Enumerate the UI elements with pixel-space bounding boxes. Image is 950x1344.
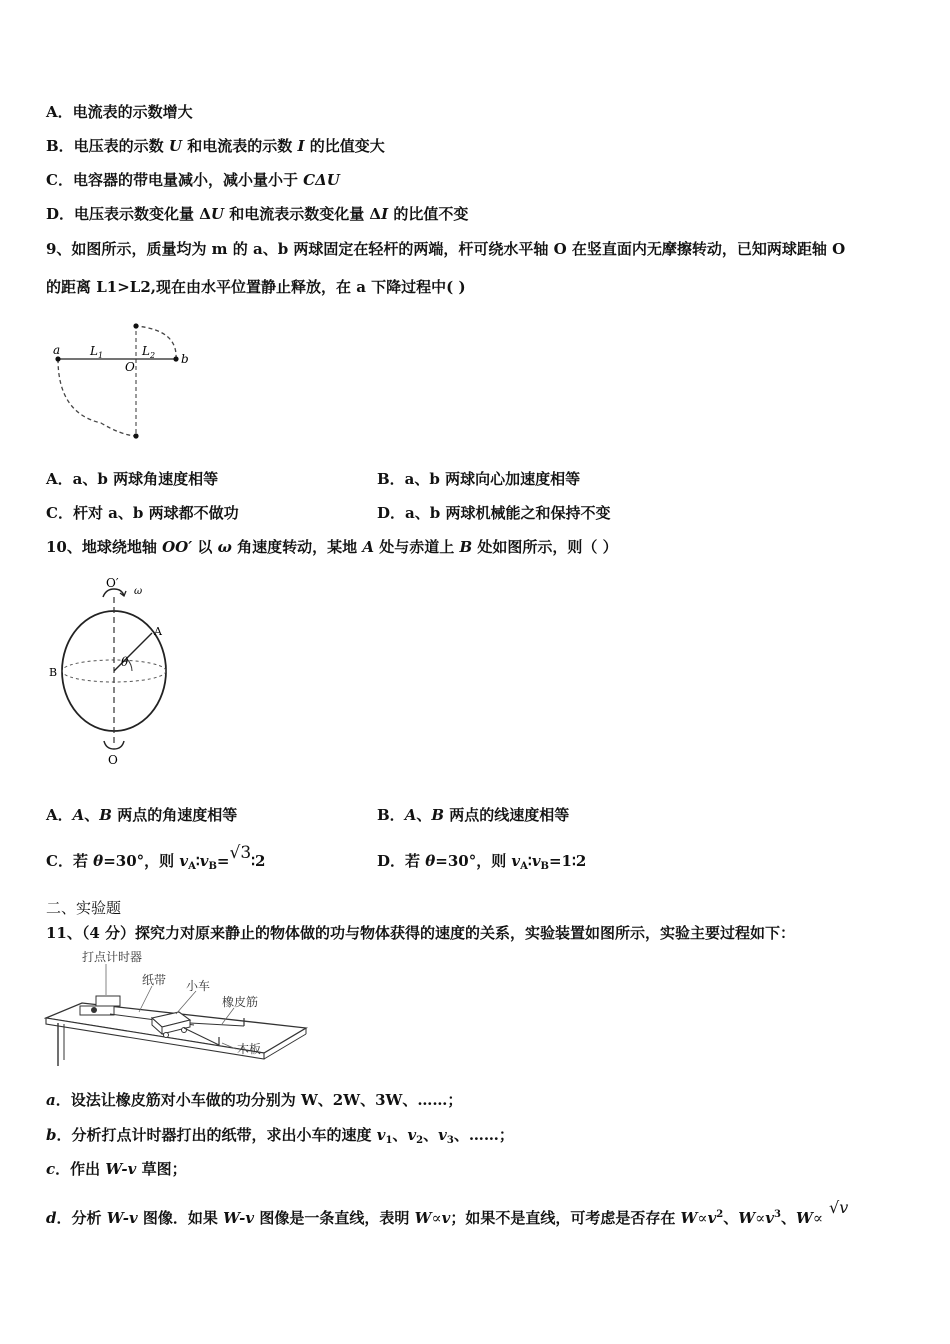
q11-b-v1: v (376, 1126, 386, 1144)
q10-a-A: A (72, 806, 85, 824)
q10-a-B: B (99, 806, 112, 824)
ball-b (173, 356, 178, 361)
q9-option-d: D．a、b 两球机械能之和保持不变 (377, 504, 611, 522)
q10-stem-mid1: 以 (192, 538, 218, 556)
q11-a-label: a (46, 1091, 56, 1109)
q8-b-u: U (168, 137, 182, 155)
q8-option-b (46, 136, 385, 156)
q11-b-sub1: 1 (385, 1135, 393, 1146)
q10-stem-post: 处如图所示，则（ ） (472, 538, 618, 556)
q10-d-theta: θ (425, 852, 436, 870)
label-o: O (125, 360, 135, 374)
q9-rod-figure (46, 318, 196, 443)
q10-d-v: v (511, 852, 521, 870)
q11-a-text: ．设法让橡皮筋对小车做的功分别为 W、2W、3W、……； (55, 1091, 463, 1109)
q10-d-pre: D．若 (377, 852, 426, 870)
q10-d-v2: v (531, 852, 541, 870)
q11-b-v3: v (438, 1126, 447, 1144)
leader-cart (176, 991, 196, 1014)
q10-c-sqrt3: √3 (229, 843, 252, 863)
q11-d-text3: 图像是一条直线，表明 (254, 1209, 415, 1227)
q11-step-d (46, 1198, 849, 1228)
q11-d-w4: W (795, 1209, 813, 1227)
q11-d-text1: ．分析 (56, 1209, 107, 1227)
q10-c-v: v (179, 852, 189, 870)
timer-body (96, 996, 120, 1006)
q11-b-sub2: 2 (416, 1135, 424, 1146)
q8-b-mid: 和电流表的示数 (182, 137, 298, 155)
q10-a-pre: A． (46, 806, 73, 824)
q11-d-sup3: 3 (774, 1209, 781, 1220)
q8-option-a: A．电流表的示数增大 (46, 103, 193, 121)
q8-b-i: I (297, 137, 305, 155)
q8-d-post: 的比值不变 (388, 205, 469, 223)
q11-b-label: b (46, 1126, 57, 1144)
q11-d-wv: W-v (106, 1209, 138, 1227)
ball-a (55, 356, 60, 361)
q11-stem: 11、（4 分）探究力对原来静止的物体做的功与物体获得的速度的关系，实验装置如图所示，实验主要过程如下： (46, 924, 796, 942)
q11-b-sep2: 、 (423, 1126, 439, 1144)
q10-b-sep: 、 (416, 806, 432, 824)
q11-b-text: ．分析打点计时器打出的纸带，求出小车的速度 (56, 1126, 377, 1144)
q10-d-sub-b: B (540, 861, 549, 872)
q9-option-c: C．杆对 a、b 两球都不做功 (46, 504, 239, 522)
q10-c-pre: C．若 (46, 852, 94, 870)
q11-d-text2: 图像．如果 (137, 1209, 224, 1227)
label-a: a (53, 343, 61, 357)
label-a: A (154, 625, 162, 638)
q11-d-sep2: 、 (780, 1209, 796, 1227)
q11-d-sqrt-v: √v (829, 1198, 849, 1217)
label-l2: $L_2$ (142, 344, 156, 360)
q11-d-label: d (46, 1209, 57, 1227)
label-b: b (181, 352, 189, 366)
q11-step-a (46, 1090, 462, 1110)
label-board: 木板 (237, 1042, 262, 1056)
q8-d-u: U (210, 205, 224, 223)
q11-d-w1: W (414, 1209, 432, 1227)
q11-d-w2: W (680, 1209, 698, 1227)
label-l1: $L_1$ (90, 344, 104, 360)
cart-wheel-1 (164, 1033, 169, 1038)
timer-pin (91, 1007, 97, 1013)
q8-d-i: I (381, 205, 389, 223)
q11-d-text4: ；如果不是直线，可考虑是否存在 (450, 1209, 681, 1227)
q10-b-post: 两点的线速度相等 (444, 806, 570, 824)
label-o: O (108, 753, 118, 767)
q10-point-b: B (459, 538, 473, 556)
label-o-prime: O′ (106, 576, 119, 590)
q10-c-post: ∶2 (251, 852, 266, 870)
q9-option-b: B．a、b 两球向心加速度相等 (377, 470, 581, 488)
q10-c-colon: ∶ (195, 852, 200, 870)
q11-c-end: 草图； (136, 1160, 187, 1178)
q10-d-eq: =30°，则 (435, 852, 512, 870)
leader-tape (139, 986, 152, 1012)
q10-b-B: B (431, 806, 445, 824)
label-tape: 纸带 (142, 973, 167, 987)
q8-b-post: 的比值变大 (304, 137, 385, 155)
q11-d-wv2: W-v (223, 1209, 255, 1227)
ball-a-bottom (133, 433, 138, 438)
q10-a-sep: 、 (84, 806, 100, 824)
q11-d-v1: v (441, 1209, 451, 1227)
q10-b-A: A (404, 806, 417, 824)
q11-d-w3: W (738, 1209, 756, 1227)
q8-d-text: D．电压表示数变化量 Δ (46, 205, 211, 223)
q11-b-end: 、……； (453, 1126, 514, 1144)
q11-step-c (46, 1159, 187, 1179)
q10-b-pre: B． (377, 806, 405, 824)
q11-d-sup2: 2 (716, 1209, 724, 1220)
q11-step-b (46, 1125, 514, 1151)
q9-stem-line2: 的距离 L1>L2,现在由水平位置静止释放，在 a 下降过程中( ) (46, 278, 466, 296)
q8-option-d (46, 204, 468, 224)
label-b: B (49, 666, 58, 679)
q11-d-prop1: ∝ (431, 1209, 442, 1227)
q11-d-prop3: ∝ (755, 1209, 766, 1227)
q11-b-sub3: 3 (446, 1135, 454, 1146)
q11-d-prop4: ∝ (812, 1209, 823, 1227)
label-cart: 小车 (186, 979, 211, 993)
q10-earth-figure (46, 575, 186, 770)
q10-c-sub-a: A (188, 861, 196, 872)
label-timer: 打点计时器 (82, 950, 143, 964)
q10-omega: ω (217, 538, 232, 556)
q10-point-a: A (362, 538, 375, 556)
q10-stem-pre: 10、地球绕地轴 (46, 538, 163, 556)
q10-stem (46, 537, 618, 557)
timer-base (80, 1006, 114, 1015)
radius-to-a (114, 633, 152, 671)
q10-d-sub-a: A (520, 861, 528, 872)
q11-c-wv: W-v (105, 1160, 137, 1178)
q10-stem-mid3: 处与赤道上 (374, 538, 460, 556)
label-omega: ω (134, 586, 143, 597)
section-heading: 二、实验题 (46, 899, 122, 917)
q10-d-colon: ∶ (527, 852, 532, 870)
q11-d-prop2: ∝ (697, 1209, 708, 1227)
q8-c-text: C．电容器的带电量减小，减小量小于 (46, 171, 304, 189)
q10-axis: OO′ (162, 538, 193, 556)
q11-c-label: c (46, 1160, 56, 1178)
q8-b-text: B．电压表的示数 (46, 137, 169, 155)
q9-option-a: A．a、b 两球角速度相等 (46, 470, 219, 488)
label-theta: θ (121, 655, 129, 669)
q10-option-a (46, 805, 237, 825)
q11-apparatus-figure (44, 948, 314, 1073)
q8-d-mid: 和电流表示数变化量 Δ (223, 205, 382, 223)
q9-stem-line1: 9、如图所示，质量均为 m 的 a、b 两球固定在轻杆的两端，杆可绕水平轴 O 在竖直面内无摩擦转动，已知两球距轴 O (46, 240, 846, 258)
q10-d-post: =1∶2 (548, 852, 587, 870)
q10-c-theta: θ (93, 852, 104, 870)
q8-c-expr: CΔU (303, 171, 340, 189)
q11-d-v3: v (765, 1209, 774, 1227)
q10-stem-mid2: 角速度转动，某地 (231, 538, 363, 556)
q10-option-c (46, 843, 266, 877)
q11-b-sep1: 、 (392, 1126, 408, 1144)
q10-option-b (377, 805, 569, 825)
q10-a-post: 两点的角速度相等 (111, 806, 238, 824)
q10-option-d (377, 851, 586, 877)
q11-b-v2: v (407, 1126, 417, 1144)
q11-d-v2: v (707, 1209, 717, 1227)
q10-c-sub-b: B (208, 861, 217, 872)
q10-c-eq: =30°，则 (103, 852, 180, 870)
q10-c-v2: v (199, 852, 209, 870)
q8-option-c (46, 170, 340, 190)
q11-d-sep1: 、 (723, 1209, 739, 1227)
q10-c-eq2: = (216, 852, 230, 870)
label-band: 橡皮筋 (222, 995, 259, 1009)
ball-b-top (133, 323, 138, 328)
q11-c-text: ．作出 (55, 1160, 106, 1178)
